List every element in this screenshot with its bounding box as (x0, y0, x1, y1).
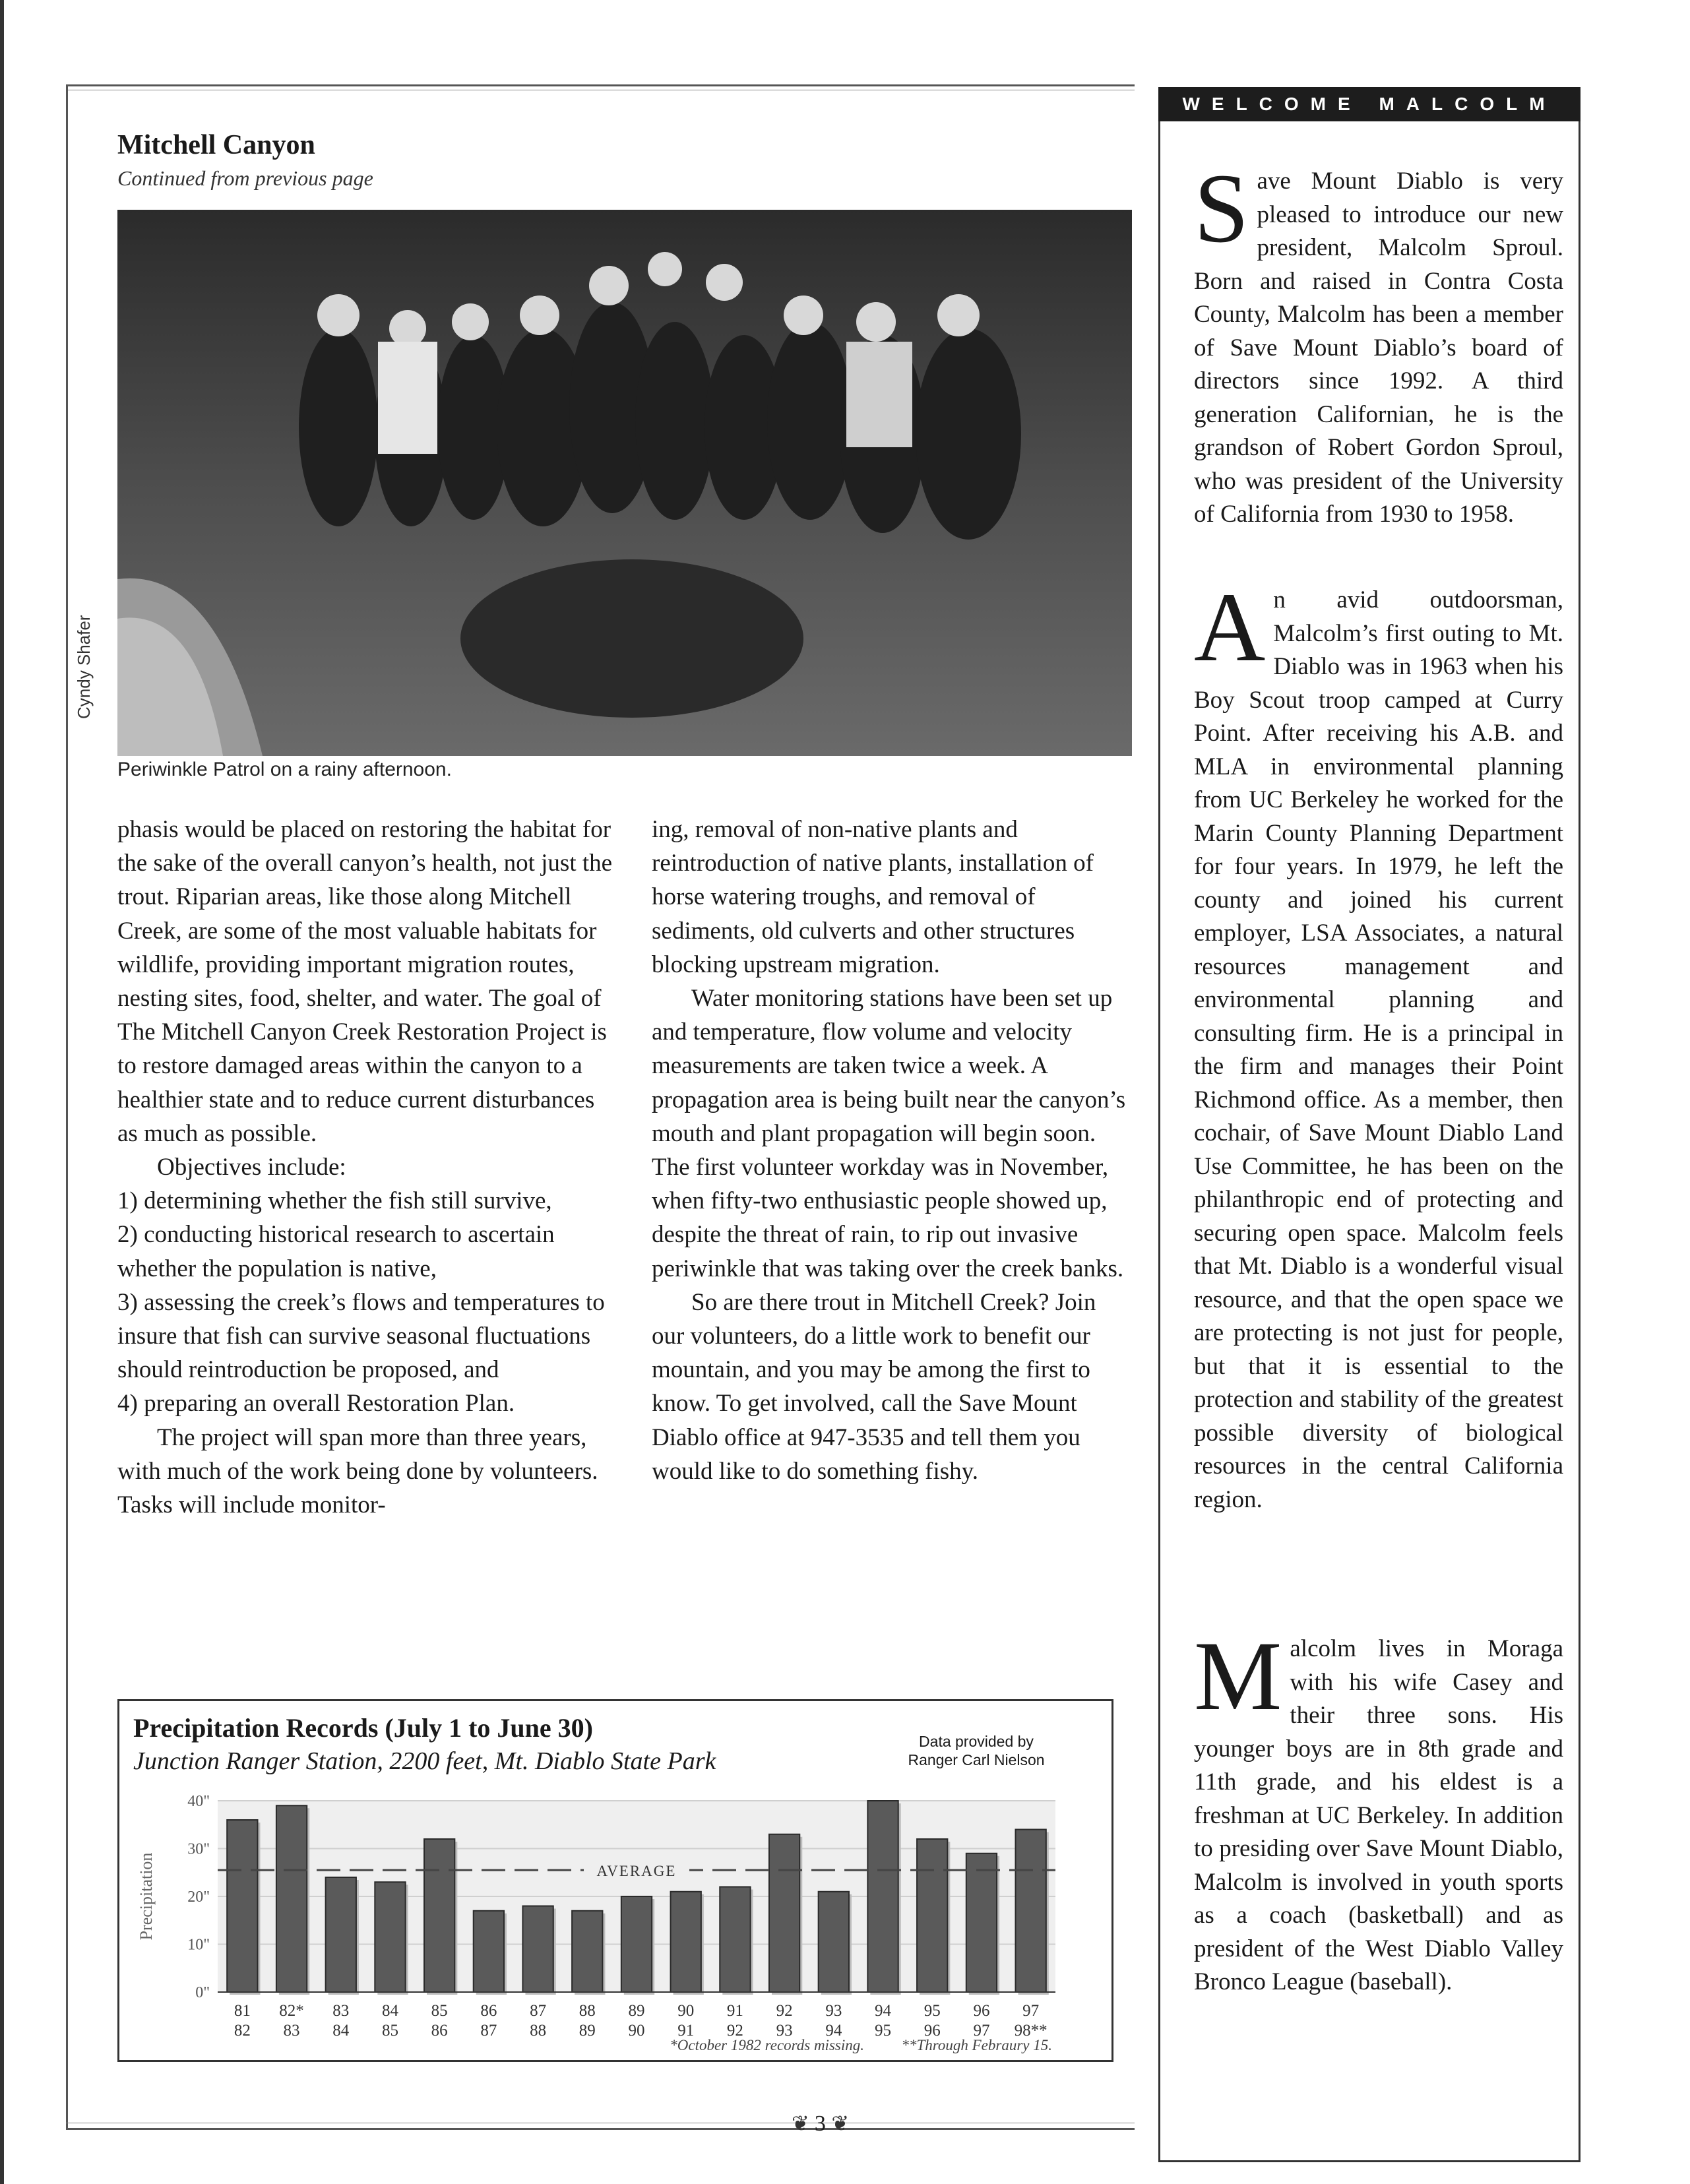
bar (424, 1839, 454, 1992)
bar (819, 1892, 849, 1992)
article-column-2 (652, 813, 1133, 1488)
x-tick-label-bottom: 88 (530, 2022, 547, 2040)
y-tick-label: 30" (187, 1840, 210, 1858)
bar (966, 1854, 997, 1992)
x-tick-label-bottom: 92 (726, 2022, 743, 2040)
bar (276, 1805, 307, 1992)
chart-credit (864, 1732, 1088, 1769)
x-tick-label-top: 91 (726, 2002, 743, 2020)
x-tick-label-bottom: 84 (332, 2022, 350, 2040)
drop-cap-m: M (1194, 1621, 1282, 1731)
x-tick-label-top: 93 (825, 2002, 842, 2020)
photo-caption: Periwinkle Patrol on a rainy afternoon. (117, 759, 452, 780)
x-tick-label-top: 96 (973, 2002, 990, 2020)
col1-paragraph-1: phasis would be placed on restoring the habitat for the sake of the overall canyon’s health, not just the trout. Riparian areas, like those along Mitchell Creek, are some of the most valuable habitats for wildlife, providing important migration routes, nesting sites, food, shelter, and water. The goal of The Mitchell Canyon Creek Restoration Project is to restore damaged areas within the canyon to a healthier state and to reduce current disturbances as much as possible. (117, 816, 613, 1147)
left-frame-rule (66, 84, 68, 2129)
x-tick-label-top: 87 (530, 2002, 547, 2020)
sidebar-paragraph-2 (1194, 573, 1563, 1516)
page-number: 3 (814, 2111, 826, 2136)
x-tick-label-bottom: 98** (1014, 2022, 1048, 2040)
sidebar-text-1: ave Mount Diablo is very pleased to introduce our new president, Malcolm Sproul. Born and raised in Contra Costa County, Malcolm has been a member of Save Mount Diablo’s board of directors since 1992. A third generation Californian, he is the grandson of Robert Gordon Sproul, who was president of the University of California from 1930 to 1958. (1194, 168, 1563, 528)
bar (474, 1911, 504, 1992)
chart-credit-line-2: Ranger Carl Nielson (908, 1751, 1045, 1768)
article-column-1 (117, 813, 619, 1522)
sidebar-text-3: alcolm lives in Moraga with his wife Casey and their three sons. His younger boys are in 8th grade and 11th grade, and his eldest is a freshman at UC Berkeley. In addition to presiding over Save Mount Diablo, Malcolm is involved in youth sports as a coach (basketball) and as president of the West Diablo Valley Bronco League (baseball). (1194, 1635, 1563, 1995)
bar (867, 1801, 898, 1992)
x-tick-label-bottom: 89 (579, 2022, 596, 2040)
objective-1: 1) determining whether the fish still survive, (117, 1187, 552, 1215)
x-tick-label-top: 84 (381, 2002, 398, 2020)
y-tick-label: 20" (187, 1888, 210, 1906)
x-tick-label-top: 81 (234, 2002, 251, 2020)
bottom-frame-rule (66, 2128, 1135, 2130)
x-tick-label-bottom: 93 (776, 2022, 793, 2040)
continued-note: Continued from previous page (117, 166, 373, 190)
bar (720, 1887, 750, 1993)
chart-footnote-1: *October 1982 records missing. (670, 2037, 864, 2053)
x-tick-label-top: 95 (923, 2002, 941, 2020)
page-footer (792, 2111, 849, 2137)
bar (326, 1877, 356, 1992)
sidebar-paragraph-3 (1194, 1621, 1563, 1999)
chart-credit-line-1: Data provided by (919, 1733, 1034, 1750)
x-tick-label-top: 88 (579, 2002, 596, 2020)
x-tick-label-bottom: 83 (283, 2022, 300, 2040)
page-edge (0, 0, 4, 2184)
photo-credit: Cyndy Shafer (74, 615, 94, 719)
x-tick-label-top: 94 (875, 2002, 892, 2020)
x-tick-label-top: 97 (1022, 2002, 1040, 2020)
top-frame-rule (66, 84, 1135, 86)
bar (917, 1839, 947, 1992)
x-tick-label-top: 85 (431, 2002, 448, 2020)
right-ornament-icon: ❦ (831, 2111, 850, 2135)
bar (671, 1892, 701, 1992)
y-axis-label: Precipitation (137, 1852, 156, 1941)
objective-2: 2) conducting historical research to ascertain whether the population is native, (117, 1221, 555, 1282)
volunteers-photo (117, 210, 1132, 756)
bar (227, 1820, 257, 1992)
x-tick-label-bottom: 96 (923, 2022, 941, 2040)
sidebar-paragraph-1 (1194, 154, 1563, 532)
bar (522, 1906, 553, 1993)
col1-paragraph-3: The project will span more than three years, with much of the work being done by volunteers. Tasks will include monitor- (117, 1423, 598, 1519)
bar (572, 1911, 602, 1992)
drop-cap-s: S (1194, 154, 1249, 263)
x-tick-label-bottom: 91 (677, 2022, 695, 2040)
y-tick-label: 10" (187, 1936, 210, 1954)
col2-paragraph-2: Water monitoring stations have been set up and temperature, flow volume and velocity measurements are taken twice a week. A propagation area is being built near the canyon’s mouth and plant propagation will begin soon. The first volunteer workday was in November, when fifty-two enthusiastic people showed up, despite the threat of rain, to rip out invasive periwinkle that was taking over the creek banks. (652, 985, 1126, 1282)
bar (621, 1896, 652, 1992)
x-tick-label-bottom: 82 (234, 2022, 251, 2040)
objective-4: 4) preparing an overall Restoration Plan. (117, 1390, 515, 1418)
article-title: Mitchell Canyon (117, 130, 315, 160)
left-ornament-icon: ❦ (792, 2111, 815, 2135)
bar (769, 1834, 799, 1992)
chart-title: Precipitation Records (July 1 to June 30) (133, 1713, 593, 1743)
y-tick-label: 0" (195, 1984, 210, 2001)
x-tick-label-bottom: 90 (628, 2022, 645, 2040)
x-tick-label-bottom: 87 (480, 2022, 497, 2040)
x-tick-label-top: 90 (677, 2002, 695, 2020)
bar (1015, 1830, 1046, 1993)
x-tick-label-bottom: 95 (875, 2022, 892, 2040)
col2-paragraph-3: So are there trout in Mitchell Creek? Join our volunteers, do a little work to benefit our mountain, and you may be among the first to know. To get involved, call the Save Mount Diablo office at 947-3535 and tell them you would like to do something fishy. (652, 1288, 1096, 1485)
x-tick-label-bottom: 86 (431, 2022, 448, 2040)
x-tick-label-top: 86 (480, 2002, 497, 2020)
x-tick-label-top: 89 (628, 2002, 645, 2020)
x-tick-label-top: 82* (279, 2002, 304, 2020)
bar (375, 1882, 405, 1992)
welcome-banner: WELCOME MALCOLM (1158, 87, 1580, 121)
average-label: AVERAGE (596, 1863, 677, 1880)
col1-paragraph-2: Objectives include: (157, 1154, 346, 1181)
sidebar-text-2: n avid outdoorsman, Malcolm’s first outing to Mt. Diablo was in 1963 when his Boy Scout troop camped at Curry Point. After receiving his A.B. and MLA in environmental planning from UC Berkeley he worked for the Marin County Planning Department for four years. In 1979, he left the county and joined his current employer, LSA Associates, a natural resources management and environmental planning and consulting firm. He is a principal in the firm and manages their Point Richmond office. As a member, then cochair, of Save Mount Diablo Land Use Committee, he has been on the philanthropic end of protecting and securing open space. Malcolm feels that Mt. Diablo is a wonderful visual resource, and that the open space we are protecting is not just for people, but that it is essential to the protection and stability of the greatest possible diversity of biological resources in the central California region. (1194, 586, 1563, 1513)
x-tick-label-bottom: 94 (825, 2022, 842, 2040)
x-tick-label-bottom: 85 (381, 2022, 398, 2040)
drop-cap-a: A (1194, 573, 1266, 682)
chart-footnote-2: **Through Febraury 15. (901, 2037, 1052, 2053)
x-tick-label-top: 92 (776, 2002, 793, 2020)
col2-paragraph-1: ing, removal of non-native plants and reintroduction of native plants, installation of horse watering troughs, and removal of sediments, old culverts and other structures blocking upstream migration. (652, 816, 1094, 978)
x-tick-label-bottom: 97 (973, 2022, 990, 2040)
chart-subtitle: Junction Ranger Station, 2200 feet, Mt. Diablo State Park (133, 1747, 716, 1775)
x-tick-label-top: 83 (332, 2002, 350, 2020)
y-tick-label: 40" (187, 1793, 210, 1810)
objective-3: 3) assessing the creek’s flows and temperatures to insure that fish can survive seasonal fluctuations should reintroduction be proposed, and (117, 1288, 605, 1384)
precipitation-bar-chart (125, 1781, 1108, 2058)
